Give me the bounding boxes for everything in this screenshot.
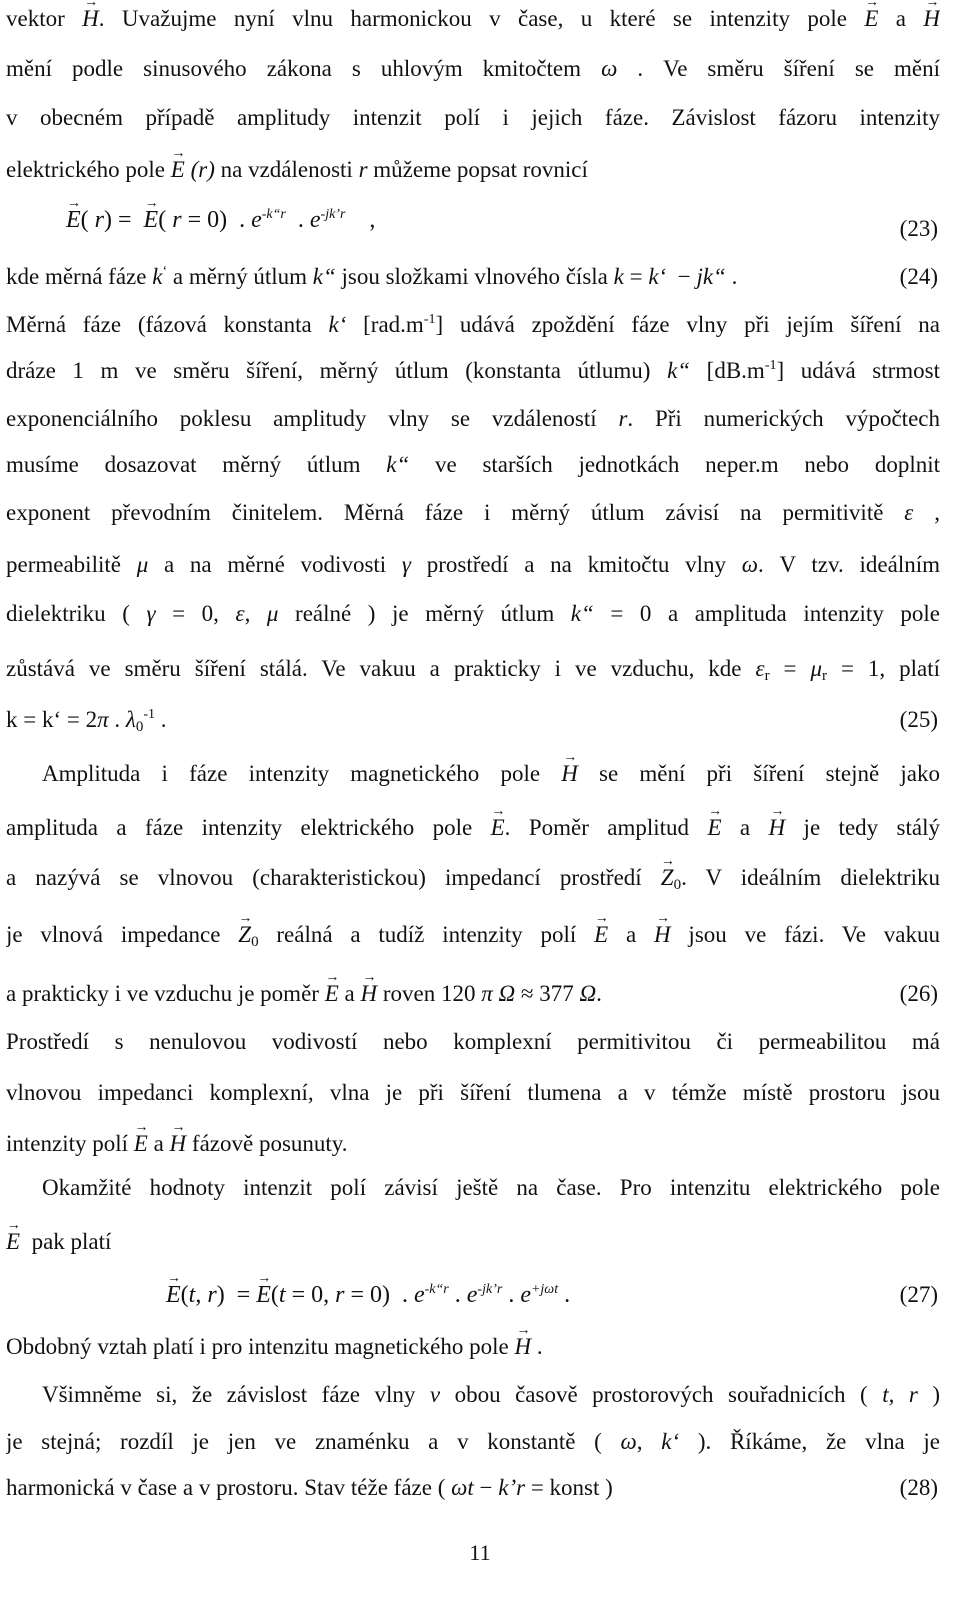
text-line-26: je stejná; rozdíl je jen ve znaménku a v konstantě ( ω, k‘ ). Říkáme, že vlna je	[6, 1429, 940, 1454]
equation-number-28: (28)	[899, 1475, 938, 1500]
text-line-6: Měrná fáze (fázová konstanta k‘ $[rad.m^{-1}]$ udává zpoždění fáze vlny při jejím šíření na	[6, 312, 940, 337]
text-line-13: zůstává ve směru šíření stálá. Ve vakuu a prakticky i ve vzduchu, kde $\varepsilon_r = \mu_r = 1$, platí	[6, 656, 940, 684]
equation-number-26: (26)	[899, 981, 938, 1006]
text-line-2: mění podle sinusového zákona s uhlovým kmitočtem ω . Ve směru šíření se mění	[6, 56, 940, 81]
equation-27: → E(t, r) = → E(t = 0, r = 0) . $e^{-k“r}$ . $e^{-jk’r}$ . $e^{+j\omega t}$ .	[166, 1278, 570, 1312]
equation-number-27: (27)	[899, 1282, 938, 1307]
equation-25: k = k‘ = 2π . $\lambda_0^{-1}$ .	[6, 707, 167, 735]
text-line-9: musíme dosazovat měrný útlum k“ ve starších jednotkách neper.m nebo doplnit	[6, 452, 940, 477]
text-line-15: amplituda a fáze intenzity elektrického pole → E. Poměr amplitud → E a → H je tedy stálý	[6, 811, 940, 845]
text-line-20: vlnovou impedanci komplexní, vlna je při šíření tlumena a v témže místě prostoru jsou	[6, 1080, 940, 1105]
text-line-25: Všimněme si, že závislost fáze vlny v obou časově prostorových souřadnicích ( t, r )	[42, 1382, 940, 1407]
text-line-4: elektrického pole → E (r) na vzdálenosti r můžeme popsat rovnicí	[6, 153, 940, 187]
text-line-8: exponenciálního poklesu amplitudy vlny se vzdáleností r. Při numerických výpočtech	[6, 406, 940, 431]
text-line-1: vektor → H. Uvažujme nyní vlnu harmonickou v čase, u které se intenzity pole → E a → H	[6, 2, 940, 36]
text-line-5: kde měrná fáze k‘ a měrný útlum k“ jsou složkami vlnového čísla k = k‘ − jk“ .	[6, 264, 738, 289]
text-line-21: intenzity polí → E a → H fázově posunuty.	[6, 1127, 940, 1161]
text-line-12: dielektriku ( γ = 0, ε, μ reálné ) je měrný útlum k“ = 0 a amplituda intenzity pole	[6, 601, 940, 626]
equation-number-23: (23)	[899, 216, 938, 241]
equation-number-24: (24)	[899, 264, 938, 289]
text-line-27: harmonická v čase a v prostoru. Stav téže fáze ( ωt − k’r = konst )	[6, 1475, 613, 1500]
text-line-14: Amplituda i fáze intenzity magnetického pole → H se mění při šíření stejně jako	[42, 757, 940, 791]
equation-number-25: (25)	[899, 707, 938, 732]
equation-23: → E( r) = → E( r = 0) . $e^{-k“r}$ . $e^{-jk’r}$ ,	[66, 203, 375, 237]
text-line-3: v obecném případě amplitudy intenzit polí i jejich fáze. Závislost fázoru intenzity	[6, 105, 940, 130]
text-line-23: → E pak platí	[6, 1225, 940, 1259]
text-line-24: Obdobný vztah platí i pro intenzitu magnetického pole → H .	[6, 1330, 940, 1364]
text-line-22: Okamžité hodnoty intenzit polí závisí ještě na čase. Pro intenzitu elektrického pole	[42, 1175, 940, 1200]
text-line-19: Prostředí s nenulovou vodivostí nebo komplexní permitivitou či permeabilitou má	[6, 1029, 940, 1054]
text-line-18: a prakticky i ve vzduchu je poměr → E a → H roven 120 π Ω ≈ 377 Ω.	[6, 977, 940, 1011]
page-number: 11	[469, 1540, 491, 1565]
text-line-16: a nazývá se vlnovou (charakteristickou) impedancí prostředí → $Z_0$. V ideálním dielektriku	[6, 861, 940, 895]
text-line-17: je vlnová impedance → $Z_0$ reálná a tudíž intenzity polí → E a → H jsou ve fázi. Ve vakuu	[6, 918, 940, 952]
text-line-10: exponent převodním činitelem. Měrná fáze i měrný útlum závisí na permitivitě ε ,	[6, 500, 940, 525]
text-line-11: permeabilitě μ a na měrné vodivosti γ prostředí a na kmitočtu vlny ω. V tzv. ideálním	[6, 552, 940, 577]
text-line-7: dráze 1 m ve směru šíření, měrný útlum (konstanta útlumu) k“ $[dB.m^{-1}]$ udává strmost	[6, 358, 940, 383]
